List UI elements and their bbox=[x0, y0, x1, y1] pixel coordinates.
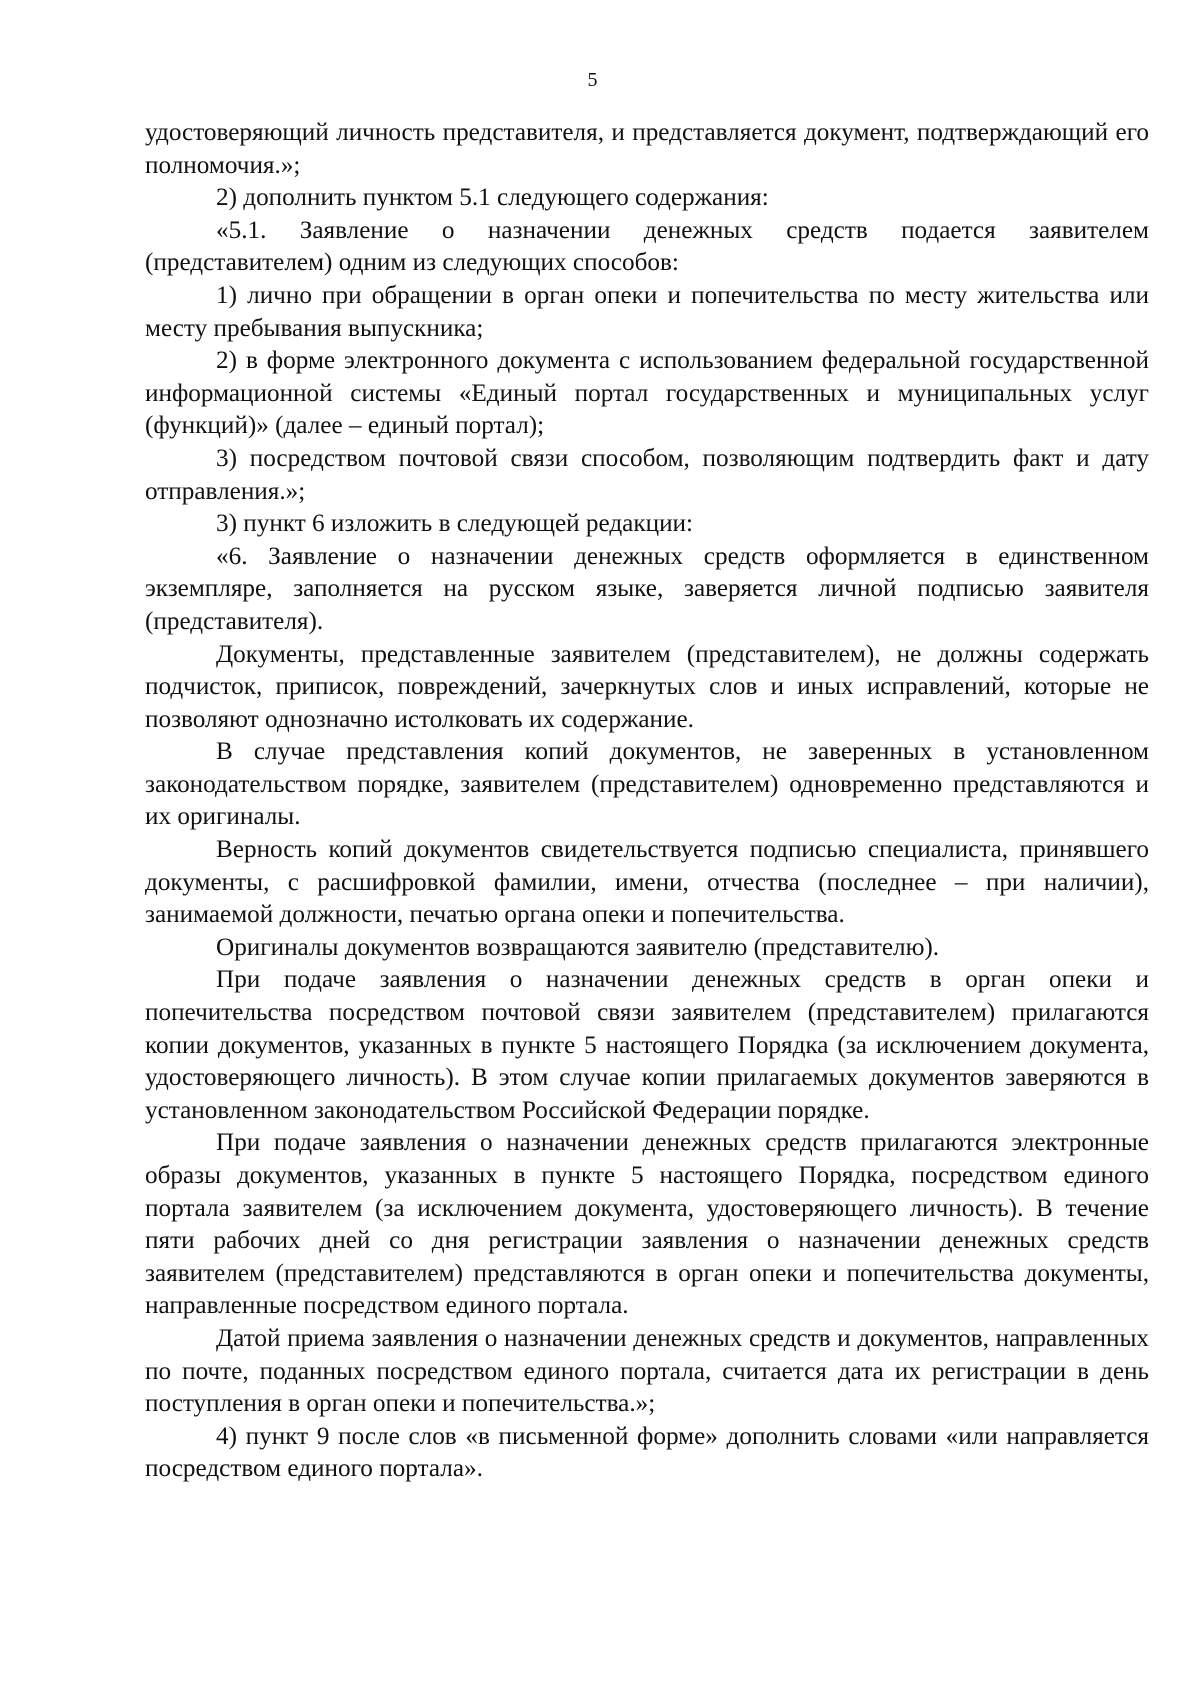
paragraph: Оригиналы документов возвращаются заявителю (представителю). bbox=[216, 933, 940, 961]
paragraph: 1) лично при обращении в орган опеки и попечительства по месту жительства или месту пребывания выпускника; bbox=[145, 281, 1149, 342]
document-body bbox=[145, 117, 1149, 1486]
paragraph: «5.1. Заявление о назначении денежных средств подается заявителем (представителем) одним из следующих способов: bbox=[145, 216, 1149, 277]
paragraph: 3) пункт 6 изложить в следующей редакции: bbox=[216, 510, 694, 538]
paragraph: При подаче заявления о назначении денежных средств прилагаются электронные образы документов, указанных в пункте 5 настоящего Порядка, посредством единого портала заявителем (за исключением документа, удостоверяющего личность). В течение пяти рабочих дней со дня регистрации заявления о назначении денежных средств заявителем (представителем) представляются в орган опеки и попечительства документы, направленные посредством единого портала. bbox=[145, 1129, 1149, 1320]
page-number: 5 bbox=[587, 69, 598, 91]
paragraph: 3) посредством почтовой связи способом, позволяющим подтвердить факт и дату отправления.»; bbox=[145, 444, 1149, 505]
paragraph: Датой приема заявления о назначении денежных средств и документов, направленных по почте, поданных посредством единого портала, считается дата их регистрации в день поступления в орган опеки и попечительства.»; bbox=[145, 1324, 1149, 1418]
paragraph: удостоверяющий личность представителя, и представляется документ, подтверждающий его полномочия.»; bbox=[145, 119, 1149, 179]
paragraph: Документы, представленные заявителем (представителем), не должны содержать подчисток, приписок, повреждений, зачеркнутых слов и иных исправлений, которые не позволяют однозначно истолковать их содержание. bbox=[145, 640, 1149, 733]
paragraph: 4) пункт 9 после слов «в письменной форме» дополнить словами «или направляется посредством единого портала». bbox=[145, 1422, 1149, 1483]
paragraph: «6. Заявление о назначении денежных средств оформляется в единственном экземпляре, заполняется на русском языке, заверяется личной подписью заявителя (представителя). bbox=[145, 542, 1149, 635]
paragraph: При подаче заявления о назначении денежных средств в орган опеки и попечительства посредством почтовой связи заявителем (представителем) прилагаются копии документов, указанных в пункте 5 настоящего Порядка (за исключением документа, удостоверяющего личность). В этом случае копии прилагаемых документов заверяются в установленном законодательством Российской Федерации порядке. bbox=[145, 966, 1149, 1124]
paragraph: В случае представления копий документов, не заверенных в установленном законодательством порядке, заявителем (представителем) одновременно представляются и их оригиналы. bbox=[145, 738, 1149, 831]
paragraph: 2) в форме электронного документа с использованием федеральной государственной информационной системы «Единый портал государственных и муниципальных услуг (функций)» (далее – единый портал); bbox=[145, 347, 1149, 440]
paragraph: 2) дополнить пунктом 5.1 следующего содержания: bbox=[216, 184, 769, 212]
paragraph: Верность копий документов свидетельствуется подписью специалиста, принявшего документы, с расшифровкой фамилии, имени, отчества (последнее – при наличии), занимаемой должности, печатью органа опеки и попечительства. bbox=[145, 836, 1149, 929]
